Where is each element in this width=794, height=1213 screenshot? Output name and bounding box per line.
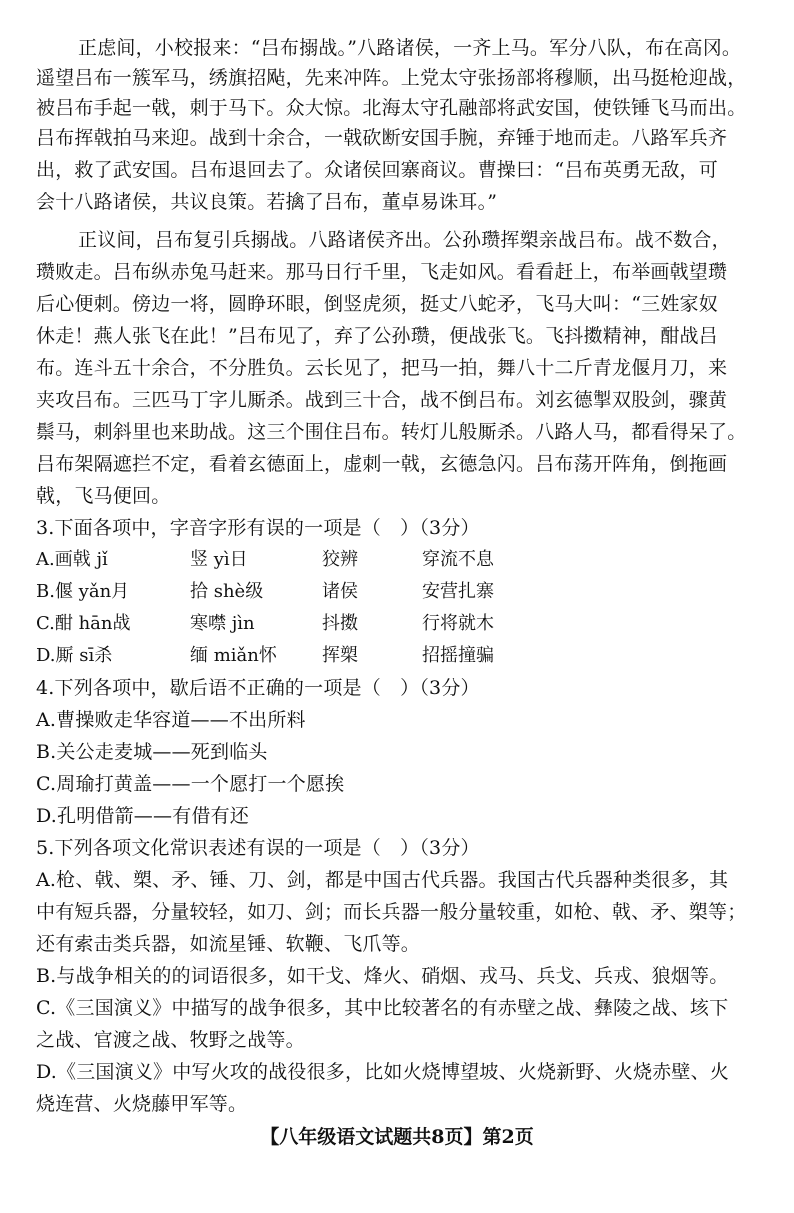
passage-line: 吕布架隔遮拦不定，看着玄德面上，虚刺一戟，玄德急闪。吕布荡开阵角，倒拖画	[36, 453, 728, 475]
option-line: B.与战争相关的的词语很多，如干戈、烽火、硝烟、戎马、兵戈、兵戎、狼烟等。	[36, 965, 729, 987]
option-cell: 竖 yì日	[190, 549, 248, 570]
option-cell: 寒噤 jìn	[190, 613, 255, 634]
option-cell: 诸侯	[322, 581, 358, 602]
passage-line: 出，救了武安国。吕布退回去了。众诸侯回寨商议。曹操曰：“吕布英勇无敌，可	[36, 159, 718, 181]
question-stem: 3.下面各项中，字音字形有误的一项是（ ）（3分）	[36, 517, 480, 539]
passage-line: 戟，飞马便回。	[36, 485, 171, 507]
page-footer: 【八年级语文试题共8页】第2页	[260, 1126, 534, 1148]
option-cell: 行将就木	[422, 613, 494, 634]
option-d: D.孔明借箭——有借有还	[36, 805, 249, 827]
option-line: C.《三国演义》中描写的战争很多，其中比较著名的有赤壁之战、彝陵之战、垓下	[36, 997, 729, 1019]
option-cell: 安营扎寨	[422, 581, 494, 602]
passage-line: 夹攻吕布。三匹马丁字儿厮杀。战到三十合，战不倒吕布。刘玄德掣双股剑，骤黄	[36, 389, 728, 411]
option-cell: 缅 miǎn怀	[190, 645, 277, 666]
passage-line: 正虑间，小校报来：“吕布搦战。”八路诸侯，一齐上马。军分八队，布在高冈。	[78, 37, 742, 59]
option-cell: 招摇撞骗	[422, 645, 494, 666]
option-cell: 穿流不息	[422, 549, 494, 570]
passage-line: 鬃马，刺斜里也来助战。这三个围住吕布。转灯儿般厮杀。八路人马，都看得呆了。	[36, 421, 747, 443]
passage-line: 会十八路诸侯，共议良策。若擒了吕布，董卓易诛耳。”	[36, 191, 498, 213]
passage-line: 吕布挥戟拍马来迎。战到十余合，一戟砍断安国手腕，弃锤于地而走。八路军兵齐	[36, 127, 728, 149]
option-line: D.《三国演义》中写火攻的战役很多，比如火烧博望坡、火烧新野、火烧赤壁、火	[36, 1061, 729, 1083]
option-line: 还有索击类兵器，如流星锤、软鞭、飞爪等。	[36, 933, 421, 955]
option-cell: A.画戟 jǐ	[36, 549, 108, 570]
passage-line: 瓒败走。吕布纵赤兔马赶来。那马日行千里，飞走如风。看看赶上，布举画戟望瓒	[36, 261, 728, 283]
option-cell: B.偃 yǎn月	[36, 581, 130, 602]
option-line: A.枪、戟、槊、矛、锤、刀、剑，都是中国古代兵器。我国古代兵器种类很多，其	[36, 869, 729, 891]
option-cell: 抖擞	[322, 613, 358, 634]
option-cell: D.厮 sī杀	[36, 645, 113, 666]
option-line: 中有短兵器，分量较轻，如刀、剑；而长兵器一般分量较重，如枪、戟、矛、槊等；	[36, 901, 747, 923]
option-cell: 拾 shè级	[190, 581, 264, 602]
option-cell: 狡辨	[322, 549, 358, 570]
passage-line: 布。连斗五十余合，不分胜负。云长见了，把马一拍，舞八十二斤青龙偃月刀，来	[36, 357, 728, 379]
passage-line: 被吕布手起一戟，刺于马下。众大惊。北海太守孔融部将武安国，使铁锤飞马而出。	[36, 97, 747, 119]
option-b: B.关公走麦城——死到临头	[36, 741, 268, 763]
option-cell: C.酣 hān战	[36, 613, 131, 634]
question-stem: 4.下列各项中，歇后语不正确的一项是（ ）（3分）	[36, 677, 480, 699]
passage-line: 后心便刺。傍边一将，圆睁环眼，倒竖虎须，挺丈八蛇矛，飞马大叫：“三姓家奴	[36, 293, 718, 315]
passage-line: 遥望吕布一簇军马，绣旗招飐，先来冲阵。上党太守张扬部将穆顺，出马挺枪迎战，	[36, 67, 747, 89]
option-c: C.周瑜打黄盖——一个愿打一个愿挨	[36, 773, 345, 795]
option-line: 烧连营、火烧藤甲军等。	[36, 1093, 248, 1115]
passage-line: 休走！燕人张飞在此！”吕布见了，弃了公孙瓒，便战张飞。飞抖擞精神，酣战吕	[36, 325, 718, 347]
question-stem: 5.下列各项文化常识表述有误的一项是（ ）（3分）	[36, 837, 480, 859]
option-line: 之战、官渡之战、牧野之战等。	[36, 1029, 305, 1051]
option-a: A.曹操败走华容道——不出所料	[36, 709, 306, 731]
passage-line: 正议间，吕布复引兵搦战。八路诸侯齐出。公孙瓒挥槊亲战吕布。战不数合，	[78, 229, 731, 251]
option-cell: 挥槊	[322, 645, 358, 666]
